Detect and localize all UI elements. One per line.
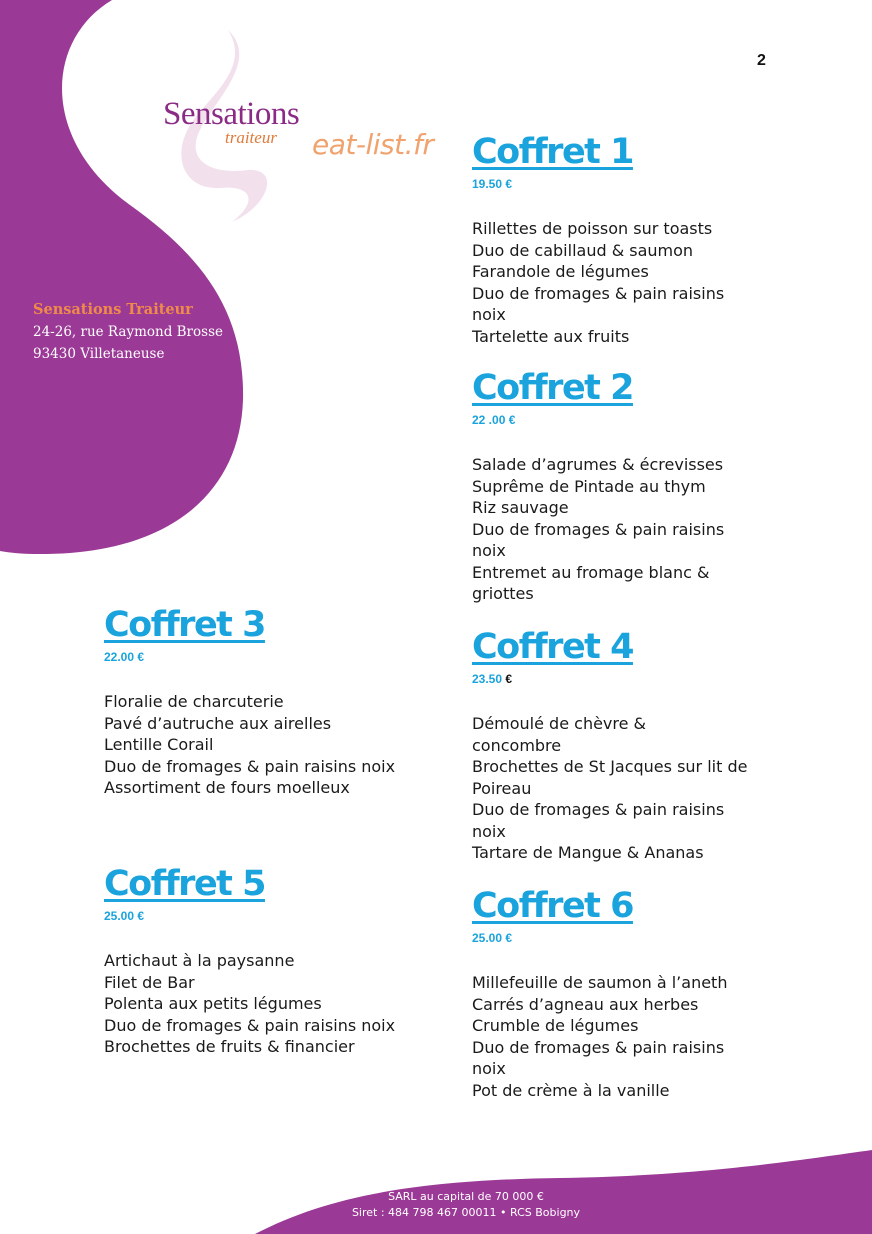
- brand-logo: [163, 96, 300, 147]
- coffret-price: 22.00 €: [104, 650, 145, 664]
- menu-item: Brochettes de fruits & financier: [104, 1037, 355, 1056]
- logo-wordmark: Sensations: [163, 96, 300, 132]
- coffret-1: [472, 132, 792, 347]
- coffret-title: Coffret 4: [472, 627, 633, 667]
- coffret-3: [104, 605, 424, 799]
- menu-item: Floralie de charcuterie: [104, 692, 284, 711]
- watermark-text: eat-list.fr: [312, 128, 434, 161]
- logo-subtitle: traiteur: [225, 128, 277, 147]
- menu-item: Entremet au fromage blanc & griottes: [472, 562, 710, 603]
- coffret-menu-list: [104, 950, 424, 1058]
- menu-item: Duo de cabillaud & saumon: [472, 240, 694, 260]
- coffret-title: Coffret 3: [104, 605, 265, 645]
- menu-item: Duo de fromages & pain raisins noix: [104, 756, 396, 776]
- menu-item: Filet de Bar: [104, 972, 195, 992]
- coffret-title: Coffret 5: [104, 864, 265, 904]
- menu-item: Riz sauvage: [472, 498, 569, 517]
- menu-item: Démoulé de chèvre & concombre: [472, 714, 647, 755]
- coffret-title: Coffret 2: [472, 368, 633, 408]
- coffret-price: [472, 671, 792, 687]
- menu-item: Duo de fromages & pain raisins noix: [472, 519, 725, 560]
- coffret-title: Coffret 6: [472, 886, 633, 926]
- menu-item: Rillettes de poisson sur toasts: [472, 219, 713, 238]
- coffret-price: 19.50 €: [472, 177, 513, 191]
- coffret-5: [104, 864, 424, 1058]
- purple-top-swoosh: [0, 0, 243, 554]
- coffret-price: 22 .00 €: [472, 413, 516, 427]
- menu-item: Pavé d’autruche aux airelles: [104, 713, 332, 733]
- coffret-6: [472, 886, 792, 1101]
- coffret-price: 25.00 €: [104, 909, 145, 923]
- coffret-title: Coffret 1: [472, 132, 633, 172]
- menu-item: Millefeuille de saumon à l’aneth: [472, 973, 728, 992]
- menu-item: Tartare de Mangue & Ananas: [472, 843, 704, 862]
- coffret-menu-list: [472, 972, 792, 1101]
- legal-footer: [0, 1189, 872, 1221]
- footer-siret: Siret : 484 798 467 00011 • RCS Bobigny: [351, 1206, 581, 1219]
- menu-item: Tartelette aux fruits: [472, 326, 630, 346]
- price-currency: €: [505, 672, 513, 686]
- address-block: [33, 299, 223, 365]
- coffret-menu-list: [472, 218, 792, 347]
- coffret-menu-list: [104, 691, 424, 799]
- menu-item: Duo de fromages & pain raisins noix: [472, 1037, 725, 1078]
- menu-item: Assortiment de fours moelleux: [104, 778, 350, 797]
- menu-item: Suprême de Pintade au thym: [472, 476, 706, 496]
- coffret-price: 25.00 €: [472, 931, 513, 945]
- menu-item: Artichaut à la paysanne: [104, 951, 295, 970]
- footer-capital: SARL au capital de 70 000 €: [388, 1190, 544, 1203]
- coffret-menu-list: [472, 454, 792, 605]
- menu-item: Duo de fromages & pain raisins noix: [472, 283, 725, 324]
- page-number: 2: [757, 52, 766, 69]
- menu-item: Pot de crème à la vanille: [472, 1080, 670, 1100]
- menu-item: Crumble de légumes: [472, 1016, 639, 1035]
- company-name: Sensations Traiteur: [33, 301, 193, 318]
- menu-item: Salade d’agrumes & écrevisses: [472, 455, 724, 474]
- price-amount: 23.50: [472, 672, 503, 686]
- address-street: 24-26, rue Raymond Brosse: [33, 324, 223, 340]
- menu-item: Polenta aux petits légumes: [104, 994, 322, 1013]
- coffret-4: [472, 627, 792, 864]
- menu-item: Duo de fromages & pain raisins noix: [104, 1015, 396, 1035]
- address-city: 93430 Villetaneuse: [33, 346, 165, 362]
- menu-item: Brochettes de St Jacques sur lit de Poireau: [472, 757, 748, 798]
- coffret-2: [472, 368, 792, 605]
- menu-item: Carrés d’agneau aux herbes: [472, 994, 699, 1014]
- coffret-menu-list: [472, 713, 792, 864]
- menu-item: Duo de fromages & pain raisins noix: [472, 800, 725, 841]
- menu-item: Lentille Corail: [104, 735, 214, 754]
- menu-item: Farandole de légumes: [472, 262, 649, 281]
